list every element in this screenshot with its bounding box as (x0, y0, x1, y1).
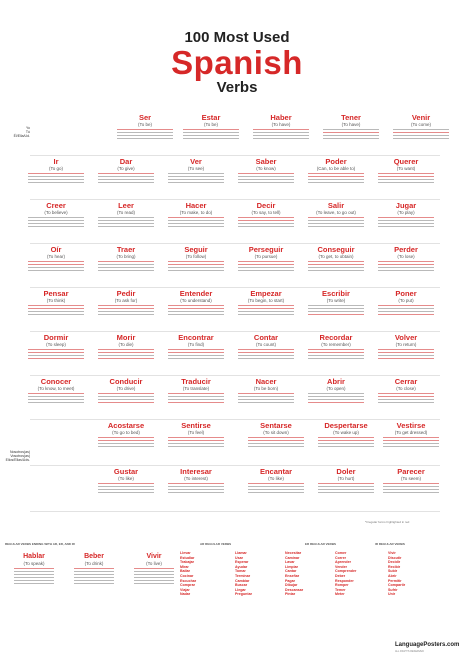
ar-title: AR REGULAR VERBS (200, 542, 232, 546)
verb-name: Leer (118, 201, 134, 210)
verb-card (370, 156, 442, 200)
verb-name: Poner (395, 289, 417, 298)
verb-name: Ser (138, 113, 152, 122)
verb-card (310, 420, 382, 464)
verb-card (90, 200, 162, 244)
verb-gloss: (To lose) (397, 254, 415, 259)
verb-name: Conocer (40, 377, 72, 386)
verb-name: Responder (335, 578, 354, 583)
verb-name: Vivir (146, 553, 162, 560)
verb-name: Escuchar (180, 578, 197, 583)
verb-name: Contar (253, 333, 279, 342)
pronoun: Vosotros(as) (10, 454, 30, 459)
verb-name: Lavar (285, 560, 295, 565)
irregular-note: *Irregular forms highlighted in red (365, 520, 410, 524)
verb-name: Abrir (388, 573, 397, 578)
verb-card (375, 466, 447, 510)
verb-card (240, 466, 312, 510)
verb-name: Llevar (180, 551, 191, 555)
verb-card (230, 376, 302, 420)
verb-name: Pensar (43, 289, 69, 298)
verb-name: Perder (394, 245, 418, 254)
verb-card (90, 376, 162, 420)
pronoun-legend-reflexive (0, 450, 30, 463)
verb-name: Morir (116, 333, 136, 342)
verb-name: Viajar (180, 587, 190, 592)
verb-card (240, 420, 312, 464)
verb-card (160, 200, 232, 244)
verb-name: Oír (50, 245, 62, 254)
verb-card (160, 288, 232, 332)
pronoun: Yo (26, 126, 30, 130)
verb-row (30, 466, 440, 512)
er-title: ER REGULAR VERBS (305, 542, 337, 546)
verb-name: Jugar (395, 201, 417, 210)
poster-header (0, 30, 474, 96)
list-item (335, 592, 387, 597)
verb-gloss: (To write) (326, 298, 346, 303)
verb-row (30, 244, 440, 288)
verb-name: Traer (116, 245, 136, 254)
verb-name: Cambiar (235, 578, 250, 583)
verb-card (300, 200, 372, 244)
verb-name: Llamar (235, 551, 247, 555)
verb-name: Volver (394, 333, 418, 342)
verb-gloss: (To know) (256, 166, 276, 171)
verb-name: Romper (335, 583, 349, 588)
verb-name: Decir (256, 201, 276, 210)
verb-name: Pedir (116, 289, 136, 298)
verb-gloss: (To give) (117, 166, 135, 171)
verb-gloss: (To like) (268, 476, 284, 481)
verb-name: Estar (201, 113, 221, 122)
verb-name: Ir (53, 157, 59, 166)
verb-name: Cantar (285, 569, 297, 574)
verb-card (20, 244, 92, 288)
verb-gloss: (To count) (255, 342, 276, 347)
verb-name: Mirar (180, 564, 189, 569)
verb-name: Aprender (335, 560, 351, 565)
verb-name: Acostarse (107, 421, 145, 430)
verb-name: Perseguir (248, 245, 284, 254)
verb-name: Permitir (388, 578, 402, 583)
verb-gloss: (To read) (116, 210, 135, 215)
verb-name: Entender (179, 289, 213, 298)
list-item (180, 592, 232, 597)
verb-gloss: (To drive) (116, 386, 136, 391)
verb-name: Dibujar (285, 583, 298, 588)
title-spanish: Spanish (171, 44, 303, 81)
verb-gloss: (To sleep) (46, 342, 66, 347)
ar-verb-list-2 (235, 551, 287, 597)
verb-card (300, 288, 372, 332)
verb-card (90, 332, 162, 376)
brand-logo[interactable]: LanguagePosters.com (395, 642, 460, 648)
verb-name: Cocinar (180, 573, 194, 578)
verb-name: Escribir (322, 289, 350, 298)
list-item (388, 592, 440, 597)
verb-card (300, 376, 372, 420)
verb-name: Deber (335, 573, 346, 578)
regular-title: REGULAR VERBS ENDING WITH AR, ER, AND IR (5, 542, 75, 546)
ar-verb-list-3 (285, 551, 337, 597)
verb-name: Ayudar (235, 564, 248, 569)
verb-gloss: (To see) (187, 166, 205, 171)
verb-name: Querer (393, 157, 419, 166)
verb-gloss: (To be born) (253, 386, 279, 391)
verb-gloss: (To hear) (46, 254, 65, 259)
verb-name: Enseñar (285, 573, 300, 578)
verb-row (30, 288, 440, 332)
verb-name: Vivir (388, 551, 396, 555)
verb-gloss: (To translate) (182, 386, 210, 391)
verb-row (30, 376, 440, 420)
verb-name: Vender (335, 564, 347, 569)
verb-name: Comprender (335, 569, 357, 574)
verb-name: Salir (327, 201, 345, 210)
verb-card (300, 332, 372, 376)
verb-name: Doler (336, 467, 356, 476)
er-verb-list (335, 551, 387, 597)
verb-name: Vestirse (396, 421, 426, 430)
verb-name: Hacer (185, 201, 207, 210)
verb-name: Recibir (388, 564, 401, 569)
verb-name: Haber (270, 113, 292, 122)
verb-card (90, 156, 162, 200)
verb-card (160, 332, 232, 376)
verb-name: Sufrir (388, 587, 398, 592)
verb-card (315, 112, 387, 156)
verb-card (230, 244, 302, 288)
verb-name: Pintar (285, 592, 296, 597)
verb-gloss: (To pursue) (254, 254, 278, 259)
verb-name: Temer (335, 587, 346, 592)
verb-card (20, 156, 92, 200)
verb-row (30, 332, 440, 376)
verb-gloss: (To wake up) (333, 430, 359, 435)
verb-gloss: (To want) (396, 166, 416, 171)
verb-name: Parecer (397, 467, 425, 476)
verb-card (230, 332, 302, 376)
verb-name: Ver (190, 157, 202, 166)
verb-card (370, 332, 442, 376)
regular-card (70, 551, 118, 584)
verb-name: Cerrar (394, 377, 418, 386)
verb-name: Comprar (180, 583, 195, 588)
verb-name: Sentarse (260, 421, 292, 430)
pronoun: Ellos/Ellas/Uds. (5, 458, 30, 463)
verb-name: Dar (119, 157, 133, 166)
verb-card (370, 200, 442, 244)
verb-card (230, 156, 302, 200)
verb-name: Nadar (180, 592, 191, 597)
verb-card (175, 112, 247, 156)
verb-gloss: (To get, to obtain) (318, 254, 354, 259)
verb-gloss: (To say, to tell) (251, 210, 281, 215)
verb-gloss: (To return) (395, 342, 417, 347)
verb-name: Dormir (43, 333, 69, 342)
title-verbs: Verbs (216, 79, 258, 96)
verb-gloss: (To come) (410, 122, 431, 127)
verb-name: Empezar (250, 289, 282, 298)
verb-name: Traducir (181, 377, 211, 386)
verb-gloss: (To have) (341, 122, 361, 127)
verb-gloss: (To feel) (187, 430, 205, 435)
verb-name: Conseguir (317, 245, 355, 254)
verb-row (30, 200, 440, 244)
verb-card (375, 420, 447, 464)
pronoun: Nosotros(as) (9, 450, 30, 454)
verb-name: Sentirse (181, 421, 211, 430)
verb-name: Recordar (319, 333, 353, 342)
verb-gloss: (To remember) (321, 342, 351, 347)
verb-name: Unir (388, 592, 396, 597)
verb-card (300, 244, 372, 288)
verb-name: Estudiar (180, 555, 195, 560)
verb-gloss: (To seem) (400, 476, 421, 481)
verb-card (310, 466, 382, 510)
verb-gloss: (To be) (137, 122, 152, 127)
pronoun: Tú (25, 130, 30, 135)
verb-gloss: (To believe) (44, 210, 68, 215)
verb-card (370, 288, 442, 332)
verb-gloss: (To go to bed) (112, 430, 140, 435)
verb-name: Decidir (388, 560, 401, 565)
verb-name: Nacer (255, 377, 277, 386)
verb-name: Llegar (235, 587, 246, 592)
verb-card (90, 244, 162, 288)
verb-row (30, 112, 440, 156)
verb-name: Bailar (180, 569, 190, 574)
verb-gloss: (To be) (203, 122, 218, 127)
verb-name: Creer (46, 201, 66, 210)
verb-gloss: (To know, to meet) (37, 386, 75, 391)
verb-name: Usar (235, 555, 243, 560)
verb-gloss: (To make, to do) (179, 210, 213, 215)
verb-name: Comer (335, 551, 347, 555)
verb-gloss: (To hurt) (337, 476, 355, 481)
verb-name: Discutir (388, 555, 402, 560)
verb-gloss: (Can, to be able to) (316, 166, 356, 171)
verb-card (20, 376, 92, 420)
list-item (285, 592, 337, 597)
verb-card (230, 200, 302, 244)
verb-gloss: (To interest) (184, 476, 208, 481)
pronoun-legend (0, 126, 30, 139)
verb-gloss: (To go) (48, 166, 63, 171)
verb-card (20, 200, 92, 244)
verb-gloss: (To think) (46, 298, 66, 303)
verb-name: Encontrar (178, 333, 214, 342)
verb-name: Correr (335, 555, 346, 560)
verb-gloss: (To get dressed) (394, 430, 428, 435)
verb-name: Limpiar (285, 564, 298, 569)
verb-name: Saber (255, 157, 277, 166)
verb-name: Trabajar (180, 560, 194, 565)
regular-card (10, 551, 58, 584)
verb-row (30, 420, 440, 466)
verb-gloss: (To close) (396, 386, 416, 391)
verb-gloss: (To put) (398, 298, 414, 303)
verb-name: Poder (325, 157, 347, 166)
verb-name: Necesitar (285, 551, 302, 555)
verb-grid (30, 112, 440, 512)
verb-card (160, 420, 232, 464)
verb-name: Preguntar (235, 592, 252, 597)
verb-name: Meter (335, 592, 345, 597)
verb-gloss: (To ask for) (114, 298, 138, 303)
verb-gloss: (To leave, to go out) (316, 210, 356, 215)
verb-name: Pagar (285, 578, 295, 583)
verb-name: Seguir (184, 245, 208, 254)
verb-name: Abrir (327, 377, 345, 386)
title-line-1: 100 Most Used (184, 29, 290, 46)
verb-card (300, 156, 372, 200)
verb-card (160, 244, 232, 288)
ir-verb-list (388, 551, 440, 597)
verb-name: Compartir (388, 583, 406, 588)
verb-name: Subir (388, 569, 398, 574)
brand-subtext: ALL RIGHTS RESERVED (395, 650, 424, 653)
verb-name: Gustar (113, 467, 139, 476)
verb-card (370, 244, 442, 288)
verb-gloss: (To follow) (185, 254, 207, 259)
verb-card (230, 288, 302, 332)
ar-verb-list (180, 551, 232, 597)
verb-name: Conducir (109, 377, 143, 386)
verb-gloss: (To play) (397, 210, 415, 215)
verb-name: Despertarse (324, 421, 368, 430)
verb-name: Buscar (235, 583, 248, 588)
ir-title: IR REGULAR VERBS (375, 542, 405, 546)
verb-gloss: (To understand) (180, 298, 212, 303)
verb-gloss: (To sit down) (263, 430, 289, 435)
verb-card (90, 466, 162, 510)
regular-card (130, 551, 178, 584)
verb-name: Tomar (235, 569, 246, 574)
verb-card (160, 156, 232, 200)
pronoun: Él/Ella/Ud. (13, 134, 30, 139)
verb-card (385, 112, 457, 156)
verb-name: Encantar (259, 467, 293, 476)
verb-name: Caminar (285, 555, 300, 560)
verb-card (20, 288, 92, 332)
verb-card (90, 288, 162, 332)
verb-row (30, 156, 440, 200)
verb-gloss: (To find) (187, 342, 205, 347)
verb-card (245, 112, 317, 156)
verb-gloss: (To like) (118, 476, 134, 481)
verb-name: Interesar (180, 467, 212, 476)
verb-gloss: (To begin, to start) (247, 298, 285, 303)
verb-gloss: (To die) (118, 342, 134, 347)
verb-name: Venir (411, 113, 431, 122)
list-item (235, 592, 287, 597)
verb-name: Terminar (235, 573, 251, 578)
verb-name: Beber (84, 553, 104, 560)
verb-card (160, 466, 232, 510)
verb-gloss: (To open) (326, 386, 346, 391)
verb-gloss: (To have) (271, 122, 291, 127)
verb-gloss: (To bring) (116, 254, 136, 259)
verb-name: Descansar (285, 587, 304, 592)
verb-card (20, 332, 92, 376)
verb-name: Esperar (235, 560, 249, 565)
verb-gloss: (To speak) (23, 561, 45, 566)
verb-name: Hablar (23, 553, 45, 560)
verb-card (109, 112, 181, 156)
verb-name: Tener (341, 113, 361, 122)
verb-card (90, 420, 162, 464)
verb-gloss: (To drink) (84, 561, 104, 566)
verb-card (160, 376, 232, 420)
verb-gloss: (To live) (146, 561, 162, 566)
verb-card (370, 376, 442, 420)
